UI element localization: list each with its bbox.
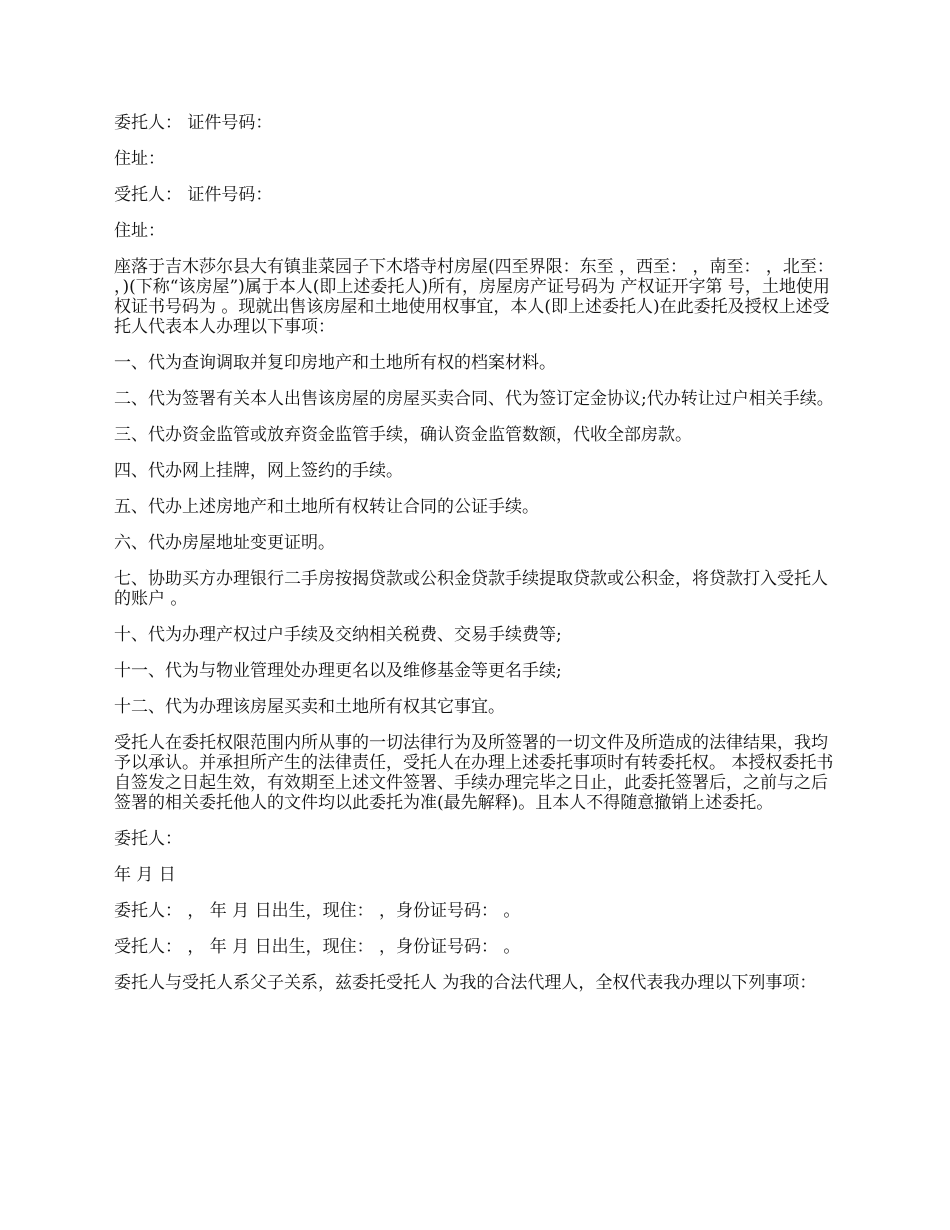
item-11: 十一、代为与物业管理处办理更名以及维修基金等更名手续;	[114, 661, 562, 681]
item-10: 十、代为办理产权过户手续及交纳相关税费、交易手续费等;	[114, 625, 562, 645]
item-12: 十二、代为办理该房屋买卖和土地所有权其它事宜。	[114, 697, 505, 717]
item-5: 五、代办上述房地产和土地所有权转让合同的公证手续。	[114, 497, 539, 517]
property-description-paragraph: 座落于吉木莎尔县大有镇韭菜园子下木塔寺村房屋(四至界限：东至 ，西至： ，南至： ，北至： ，)(下称“该房屋”)属于本人(即上述委托人)所有，房屋房产证号码为 产权证开字第 号，土地使用权证书号码为 。现就出售该房屋和土地使用权事宜，本人(即上述委托人)在此委托及授权上述受托人代表本人办理以下事项：	[114, 257, 834, 337]
principal-signature-line: 委托人：	[114, 829, 182, 849]
date-line: 年 月 日	[114, 865, 176, 885]
agent-id-line: 受托人： 证件号码：	[114, 185, 273, 205]
principal-id-line: 委托人： 证件号码：	[114, 113, 273, 133]
relationship-statement-paragraph: 委托人与受托人系父子关系，兹委托受托人 为我的合法代理人，全权代表我办理以下列事项：	[114, 973, 817, 993]
authority-statement-paragraph: 受托人在委托权限范围内所从事的一切法律行为及所签署的一切文件及所造成的法律结果，我均予以承认。并承担所产生的法律责任，受托人在办理上述委托事项时有转委托权。 本授权委托书自签发之日起生效，有效期至上述文件签署、手续办理完毕之日止，此委托签署后，之前与之后签署的相关委托他人的文件均以此委托为准(最先解释)。且本人不得随意撤销上述委托。	[114, 733, 834, 813]
item-3: 三、代办资金监管或放弃资金监管手续，确认资金监管数额，代收全部房款。	[114, 425, 692, 445]
agent-address-line: 住址：	[114, 221, 165, 241]
item-4: 四、代办网上挂牌，网上签约的手续。	[114, 461, 403, 481]
principal-details-line: 委托人： ， 年 月 日出生，现住： ，身份证号码： 。	[114, 901, 521, 921]
agent-details-line: 受托人： ， 年 月 日出生，现住： ，身份证号码： 。	[114, 937, 521, 957]
item-7: 七、协助买方办理银行二手房按揭贷款或公积金贷款手续提取贷款或公积金，将贷款打入受托人的账户 。	[114, 569, 828, 609]
item-6: 六、代办房屋地址变更证明。	[114, 533, 335, 553]
document-body	[114, 113, 842, 1009]
item-2: 二、代为签署有关本人出售该房屋的房屋买卖合同、代为签订定金协议;代办转让过户相关手续。	[114, 389, 834, 409]
principal-address-line: 住址：	[114, 149, 165, 169]
item-1: 一、代为查询调取并复印房地产和土地所有权的档案材料。	[114, 353, 556, 373]
